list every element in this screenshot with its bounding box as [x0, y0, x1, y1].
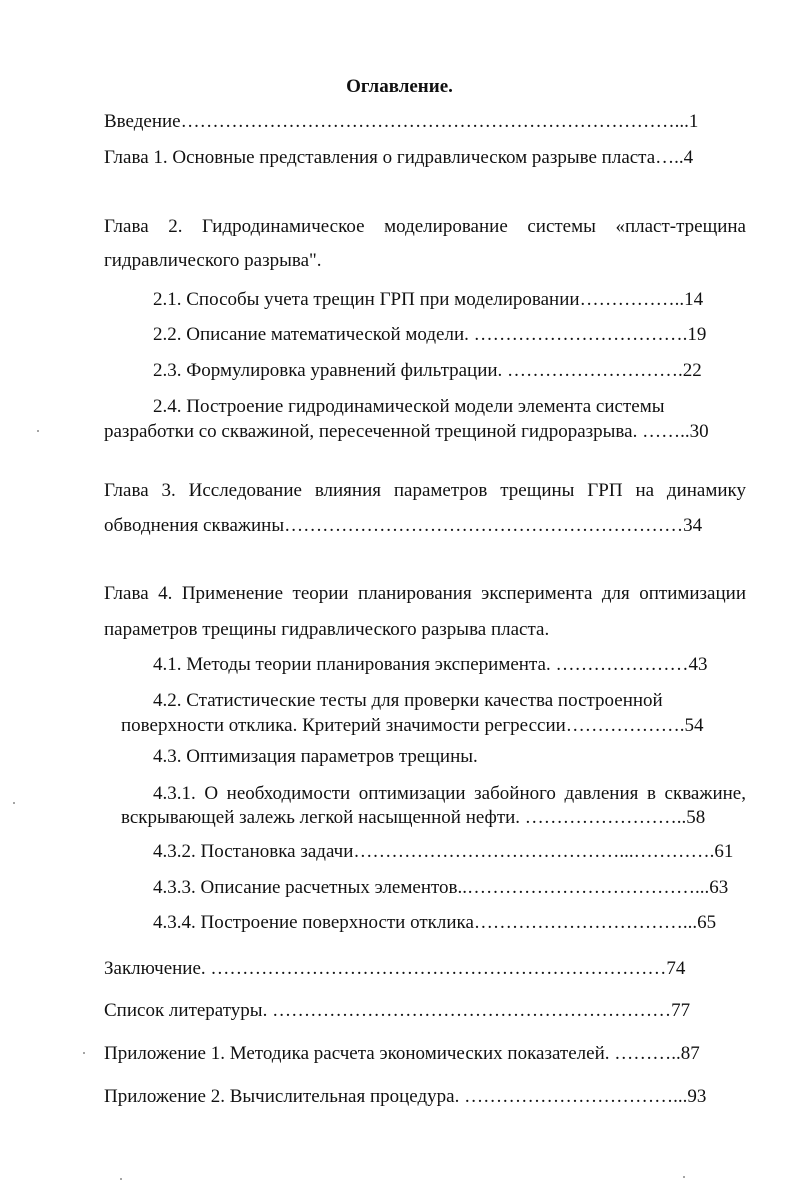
toc-entry-chapter-1: Глава 1. Основные представления о гидравлическом разрыве пласта…..4 — [104, 147, 694, 168]
toc-entry-conclusion: Заключение. ………………………………………………………………74 — [104, 958, 686, 979]
toc-entry-section-2-1: 2.1. Способы учета трещин ГРП при моделировании……………..14 — [153, 289, 704, 310]
toc-entry-section-2-2: 2.2. Описание математической модели. …………………………….19 — [153, 324, 707, 345]
toc-entry-chapter-2-line-1: Глава 2. Гидродинамическое моделирование системы «пласт-трещина — [104, 216, 746, 237]
toc-entry-chapter-2-line-2: гидравлического разрыва". — [104, 250, 322, 271]
toc-entry-appendix-2: Приложение 2. Вычислительная процедура. ……………………………...93 — [104, 1086, 707, 1107]
scan-speck — [83, 1052, 85, 1054]
toc-entry-section-2-4-line-1: 2.4. Построение гидродинамической модели элемента системы — [153, 396, 665, 417]
toc-entry-section-2-3: 2.3. Формулировка уравнений фильтрации. ……………………….22 — [153, 360, 702, 381]
toc-entry-section-4-3-2: 4.3.2. Постановка задачи……………………………………...………….61 — [153, 841, 734, 862]
toc-entry-references: Список литературы. ………………………………………………………77 — [104, 1000, 691, 1021]
toc-entry-chapter-4-line-2: параметров трещины гидравлического разрыва пласта. — [104, 619, 550, 640]
toc-entry-intro: Введение……………………………………………………………………...1 — [104, 111, 699, 132]
scan-speck — [13, 802, 15, 804]
toc-entry-chapter-3-line-1: Глава 3. Исследование влияния параметров трещины ГРП на динамику — [104, 480, 746, 501]
toc-entry-chapter-3-line-2: обводнения скважины………………………………………………………34 — [104, 515, 703, 536]
toc-entry-section-4-3-4: 4.3.4. Построение поверхности отклика……………………………...65 — [153, 912, 717, 933]
toc-entry-section-4-3-1-line-1: 4.3.1. О необходимости оптимизации забойного давления в скважине, — [153, 783, 746, 804]
toc-entry-chapter-4-line-1: Глава 4. Применение теории планирования эксперимента для оптимизации — [104, 583, 746, 604]
scan-speck — [683, 1176, 685, 1178]
toc-entry-section-4-2-line-2: поверхности отклика. Критерий значимости регрессии……………….54 — [121, 715, 704, 736]
scan-speck — [120, 1178, 122, 1180]
toc-entry-section-2-4-line-2: разработки со скважиной, пересеченной трещиной гидроразрыва. ……..30 — [104, 421, 709, 442]
toc-entry-section-4-1: 4.1. Методы теории планирования эксперимента. …………………43 — [153, 654, 708, 675]
toc-entry-section-4-3: 4.3. Оптимизация параметров трещины. — [153, 746, 478, 767]
toc-entry-section-4-2-line-1: 4.2. Статистические тесты для проверки качества построенной — [153, 690, 663, 711]
scan-speck — [37, 430, 39, 432]
toc-title: Оглавление. — [346, 76, 453, 97]
toc-entry-appendix-1: Приложение 1. Методика расчета экономических показателей. ………..87 — [104, 1043, 700, 1064]
toc-entry-section-4-3-3: 4.3.3. Описание расчетных элементов..………………………………...63 — [153, 877, 729, 898]
toc-entry-section-4-3-1-line-2: вскрывающей залежь легкой насыщенной нефти. ……………………..58 — [121, 807, 706, 828]
